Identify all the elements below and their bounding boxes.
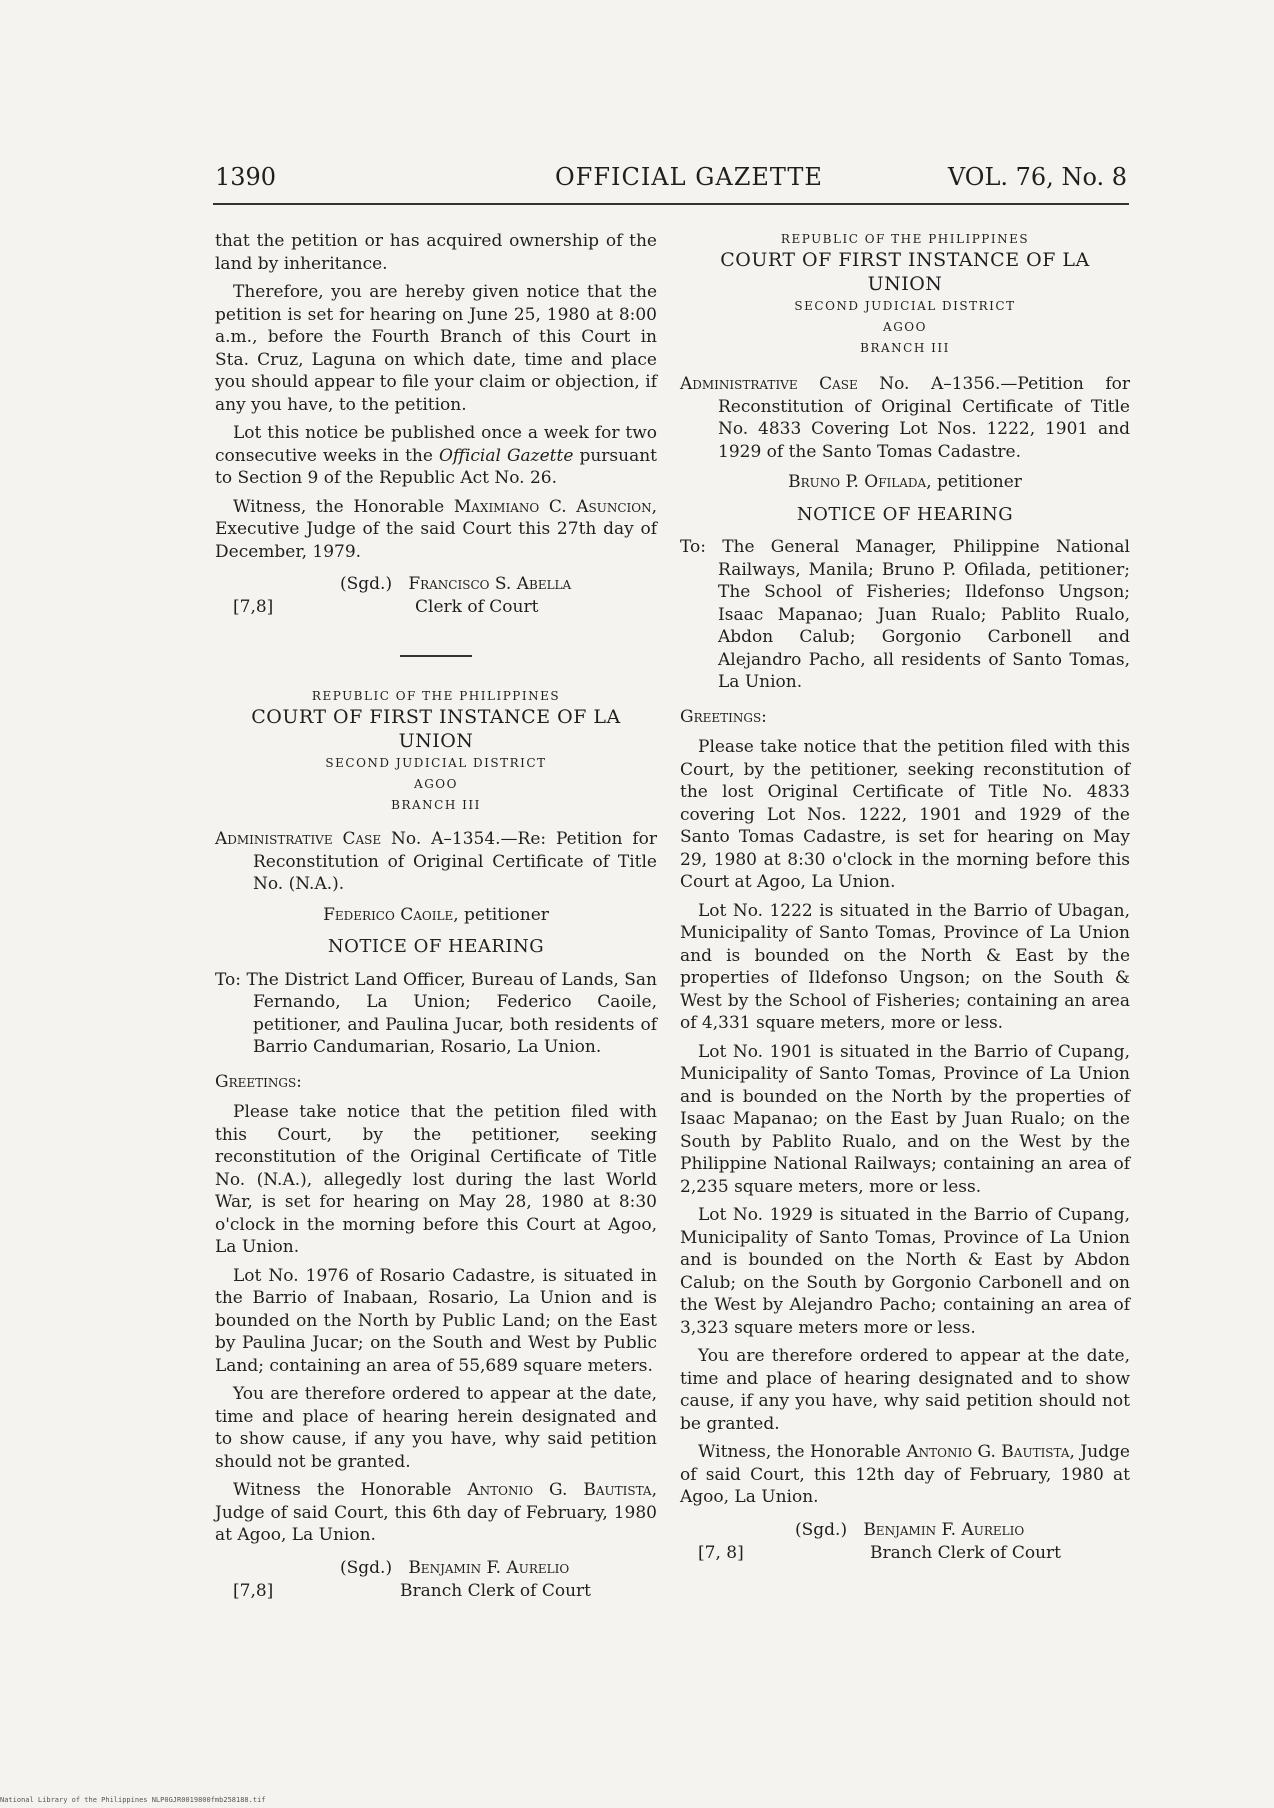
district-heading: SECOND JUDICIAL DISTRICT bbox=[325, 756, 547, 770]
signatory-title: Branch Clerk of Court bbox=[400, 1580, 591, 1601]
signatory-title: Clerk of Court bbox=[415, 597, 539, 617]
court-heading: COURT OF FIRST INSTANCE OF LA UNION bbox=[251, 706, 621, 752]
paragraph: Lot this notice be published once a week for two consecutive weeks in the Official Gazette pursuant to Section 9 of the Republic Act No. 26. bbox=[215, 423, 658, 488]
right-column bbox=[680, 230, 1130, 1567]
paragraph: Lot No. 1976 of Rosario Cadastre, is situated in the Barrio of Inabaan, Rosario, La Union and is bounded on the North by Public Land; on the East by Paulina Jucar; on the South and West by Public Land; containing an area of 55,689 square meters. bbox=[215, 1265, 657, 1376]
paragraph: You are therefore ordered to appear at the date, time and place of hearing designated and to show cause, if any you have, why said petition should not be granted. bbox=[680, 1346, 1130, 1434]
paragraph: Lot No. 1901 is situated in the Barrio of Cupang, Municipality of Santo Tomas, Province of La Union and is bounded on the North by the properties of Isaac Mapanao; on the East by Juan Rualo; on the South by Pablito Rualo, and on the West by the Philippine National Railways; containing an area of 2,235 square meters, more or less. bbox=[680, 1041, 1130, 1197]
paragraph: Please take notice that the petition filed with this Court, by the petitioner, seeking reconstitution of the Original Certificate of Title No. (N.A.), allegedly lost during the last World War, is set for hearing on May 28, 1980 at 8:30 o'clock in the morning before this Court at Agoo, La Union. bbox=[215, 1102, 657, 1257]
paragraph: Therefore, you are hereby given notice that the petition is set for hearing on June 25, 1980 at 8:00 a.m., before the Fourth Branch of this Court in Sta. Cruz, Laguna on which date, time and place you should appear to file your claim or objection, if any you have, to the petition. bbox=[215, 282, 657, 415]
paragraph: Lot No. 1222 is situated in the Barrio of Ubagan, Municipality of Santo Tomas, Province of La Union and is bounded on the North & East by the properties of Ildefonso Ungson; on the South & West by the School of Fisheries; containing an area of 4,331 square meters, more or less. bbox=[680, 900, 1130, 1033]
scan-footer: National Library of the Philippines NLP0GJR0019800fmb258188.tif bbox=[0, 1796, 266, 1804]
witness-paragraph: Witness, the Honorable Maximiano C. Asuncion, Executive Judge of the said Court this 27th day of December, 1979. bbox=[215, 496, 657, 562]
volume-number: VOL. 76, No. 8 bbox=[947, 163, 1127, 191]
signature-block: (Sgd.) Benjamin F. Aurelio [7, 8] Branch Clerk of Court bbox=[698, 1519, 1061, 1563]
greetings: Greetings: bbox=[215, 1071, 302, 1092]
signatory-name: Benjamin F. Aurelio bbox=[863, 1519, 1025, 1540]
issue-reference: [7, 8] bbox=[698, 1542, 744, 1563]
page-number: 1390 bbox=[215, 163, 277, 191]
petitioner-line: Bruno P. Ofilada, petitioner bbox=[788, 472, 1022, 492]
branch-heading: BRANCH III bbox=[860, 341, 950, 355]
left-column bbox=[215, 230, 657, 1605]
paragraph: that the petition or has acquired ownership of the land by inheritance. bbox=[215, 231, 657, 274]
addressees: To: The District Land Officer, Bureau of Lands, San Fernando, La Union; Federico Caoile, petitioner, and Paulina Jucar, both residents of Barrio Candumarian, Rosario, La Union. bbox=[215, 969, 657, 1057]
signature-block: (Sgd.) Benjamin F. Aurelio [7,8] Branch Clerk of Court bbox=[233, 1557, 591, 1601]
issue-reference: [7,8] bbox=[233, 1580, 274, 1601]
court-heading: COURT OF FIRST INSTANCE OF LA UNION bbox=[720, 249, 1090, 295]
case-title: Administrative Case No. A–1356.—Petition for Reconstitution of Original Certificate of Title No. 4833 Covering Lot Nos. 1222, 1901 and 1929 of the Santo Tomas Cadastre. bbox=[680, 374, 1130, 462]
signature-block: (Sgd.) Francisco S. Abella [7,8] Clerk of Court bbox=[233, 574, 572, 617]
header-rule bbox=[213, 203, 1129, 205]
paragraph: You are therefore ordered to appear at the date, time and place of hearing herein designated and to show cause, if any you have, why said petition should not be granted. bbox=[215, 1384, 657, 1472]
place-heading: AGOO bbox=[414, 777, 458, 791]
witness-paragraph: Witness, the Honorable Antonio G. Bautista, Judge of said Court, this 12th day of February, 1980 at Agoo, La Union. bbox=[680, 1442, 1130, 1507]
case-title: Administrative Case No. A–1354.—Re: Petition for Reconstitution of Original Certificate of Title No. (N.A.). bbox=[215, 829, 657, 894]
republic-heading: REPUBLIC OF THE PHILIPPINES bbox=[311, 689, 561, 703]
section-divider bbox=[400, 655, 472, 657]
greetings: Greetings: bbox=[680, 706, 767, 727]
signatory-title: Branch Clerk of Court bbox=[870, 1542, 1061, 1563]
signatory-name: Benjamin F. Aurelio bbox=[408, 1557, 570, 1578]
page-header bbox=[215, 163, 1127, 201]
publication-title: OFFICIAL GAZETTE bbox=[555, 163, 823, 191]
republic-heading: REPUBLIC OF THE PHILIPPINES bbox=[780, 232, 1030, 246]
place-heading: AGOO bbox=[883, 320, 927, 334]
witness-paragraph: Witness the Honorable Antonio G. Bautista, Judge of said Court, this 6th day of February, 1980 at Agoo, La Union. bbox=[215, 1480, 657, 1545]
notice-heading: NOTICE OF HEARING bbox=[796, 503, 1014, 525]
paragraph: Lot No. 1929 is situated in the Barrio of Cupang, Municipality of Santo Tomas, Province of La Union and is bounded on the North & East by Abdon Calub; on the South by Gorgonio Carbonell and on the West by Alejandro Pacho; containing an area of 3,323 square meters more or less. bbox=[680, 1205, 1130, 1338]
district-heading: SECOND JUDICIAL DISTRICT bbox=[794, 299, 1016, 313]
petitioner-line: Federico Caoile, petitioner bbox=[323, 904, 549, 925]
paragraph: Please take notice that the petition filed with this Court, by the petitioner, seeking reconstitution of the lost Original Certificate of Title No. 4833 covering Lot Nos. 1222, 1901 and 1929 of the Santo Tomas Cadastre, is set for hearing on May 29, 1980 at 8:30 o'clock in the morning before this Court at Agoo, La Union. bbox=[680, 737, 1130, 892]
signatory-name: Francisco S. Abella bbox=[408, 574, 572, 594]
issue-reference: [7,8] bbox=[233, 597, 274, 617]
branch-heading: BRANCH III bbox=[391, 798, 481, 812]
addressees: To: The General Manager, Philippine National Railways, Manila; Bruno P. Ofilada, petitioner; The School of Fisheries; Ildefonso Ungson; Isaac Mapanao; Juan Rualo; Pablito Rualo, Abdon Calub; Gorgonio Carbonell and Alejandro Pacho, all residents of Santo Tomas, La Union. bbox=[680, 537, 1130, 692]
notice-heading: NOTICE OF HEARING bbox=[327, 936, 545, 957]
